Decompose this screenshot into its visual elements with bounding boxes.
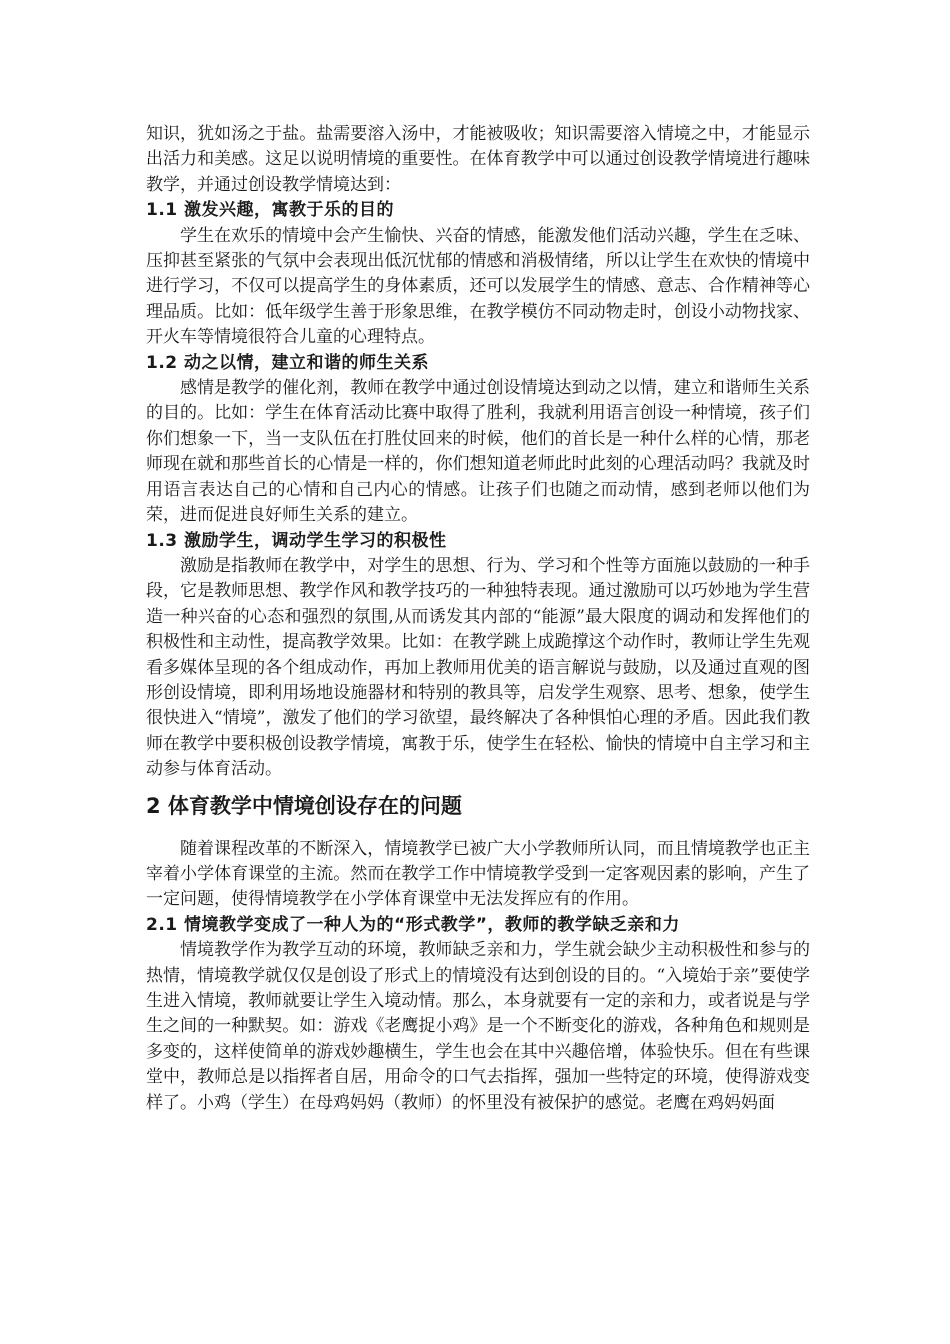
heading-1-2: 1.2 动之以情，建立和谐的师生关系 bbox=[146, 352, 430, 373]
heading-1-3: 1.3 激励学生，调动学生学习的积极性 bbox=[146, 530, 447, 551]
paragraph-1-2: 感情是教学的催化剂，教师在教学中通过创设情境达到动之以情，建立和谐师生关系的目的。比如：学生在体育活动比赛中取得了胜利，我就利用语言创设一种情境，孩子们你们想象一下，当一支队伍在打胜仗回来的时候，他们的首长是一种什么样的心情，那老师现在就和那些首长的心情是一样的，你们想知道老师此时此刻的心理活动吗？我就及时用语言表达自己的心情和自己内心的情感。让孩子们也随之而动情，感到老师以他们为荣，进而促进良好师生关系的建立。 bbox=[146, 378, 810, 526]
heading-2: 2 体育教学中情境创设存在的问题 bbox=[146, 793, 462, 818]
document-page bbox=[146, 122, 810, 1116]
paragraph-intro: 知识，犹如汤之于盐。盐需要溶入汤中，才能被吸收；知识需要溶入情境之中，才能显示出活力和美感。这足以说明情境的重要性。在体育教学中可以通过创设教学情境进行趣味教学，并通过创设教学情境达到： bbox=[146, 124, 810, 195]
paragraph-1-1: 学生在欢乐的情境中会产生愉快、兴奋的情感，能激发他们活动兴趣，学生在乏味、压抑甚至紧张的气氛中会表现出低沉忧郁的情感和消极情绪，所以让学生在欢快的情境中进行学习，不仅可以提高学生的身体素质，还可以发展学生的情感、意志、合作精神等心理品质。比如：低年级学生善于形象思维，在教学模仿不同动物走时，创设小动物找家、开火车等情境很符合儿童的心理特点。 bbox=[146, 225, 810, 348]
heading-2-1: 2.1 情境教学变成了一种人为的“形式教学”，教师的教学缺乏亲和力 bbox=[146, 914, 680, 935]
heading-1-1: 1.1 激发兴趣，寓教于乐的目的 bbox=[146, 200, 395, 221]
paragraph-1-3: 激励是指教师在教学中，对学生的思想、行为、学习和个性等方面施以鼓励的一种手段，它是教师思想、教学作风和教学技巧的一种独特表现。通过激励可以巧妙地为学生营造一种兴奋的心态和强烈的氛围,从而诱发其内部的“能源”最大限度的调动和发挥他们的积极性和主动性，提高教学效果。比如：在教学跳上成跪撑这个动作时，教师让学生先观看多媒体呈现的各个组成动作，再加上教师用优美的语言解说与鼓励，以及通过直观的图形创设情境，即利用场地设施器材和特别的教具等，启发学生观察、思考、想象，使学生很快进入“情境”，激发了他们的学习欲望，最终解决了各种惧怕心理的矛盾。因此我们教师在教学中要积极创设教学情境，寓教于乐，使学生在轻松、愉快的情境中自主学习和主动参与体育活动。 bbox=[146, 555, 810, 780]
paragraph-2-1: 情境教学作为教学互动的环境，教师缺乏亲和力，学生就会缺少主动积极性和参与的热情，情境教学就仅仅是创设了形式上的情境没有达到创设的目的。“入境始于亲”要使学生进入情境，教师就要让学生入境动情。那么，本身就要有一定的亲和力，或者说是与学生之间的一种默契。如：游戏《老鹰捉小鸡》是一个不断变化的游戏，各种角色和规则是多变的，这样使简单的游戏妙趣横生，学生也会在其中兴趣倍增，体验快乐。但在有些课堂中，教师总是以指挥者自居，用命令的口气去指挥，强加一些特定的环境，使得游戏变样了。小鸡（学生）在母鸡妈妈（教师）的怀里没有被保护的感觉。老鹰在鸡妈妈面 bbox=[146, 940, 810, 1113]
paragraph-2: 随着课程改革的不断深入，情境教学已被广大小学教师所认同，而且情境教学也正主宰着小学体育课堂的主流。然而在教学工作中情境教学受到一定客观因素的影响，产生了一定问题，使得情境教学在小学体育课堂中无法发挥应有的作用。 bbox=[146, 838, 810, 910]
